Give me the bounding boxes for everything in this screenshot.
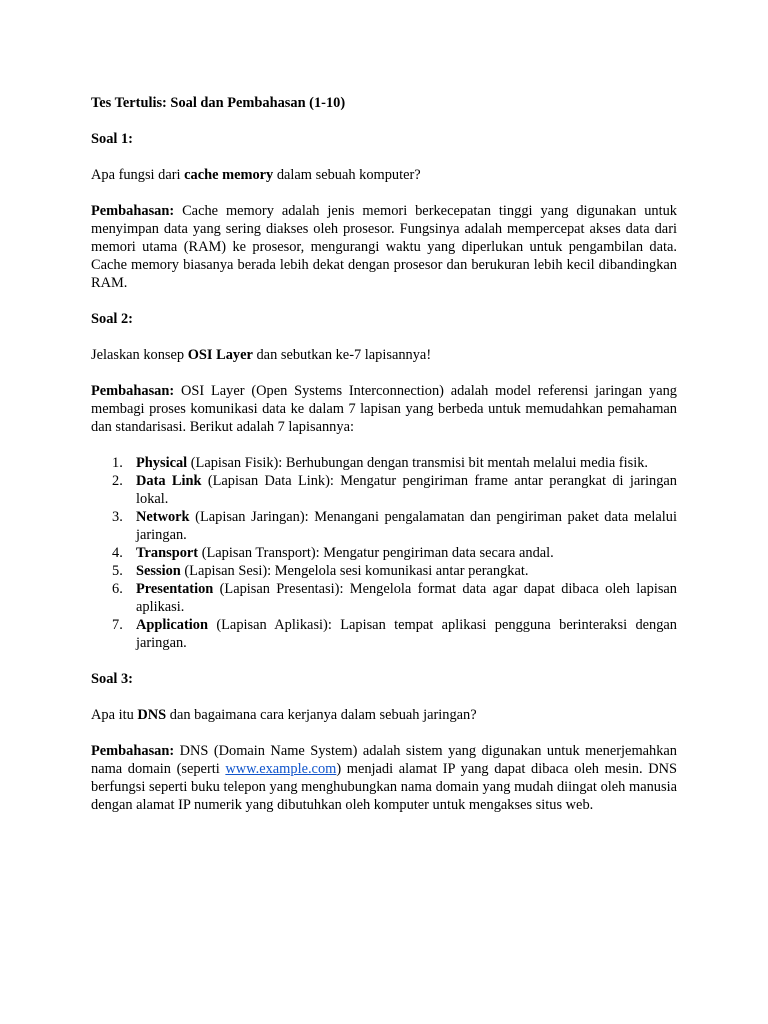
- question-2-heading: Soal 2:: [91, 311, 133, 327]
- list-item: 6. Presentation (Lapisan Presentasi): Mengelola format data agar dapat dibaca oleh lapisan aplikasi.: [112, 581, 677, 615]
- answer-3: Pembahasan: DNS (Domain Name System) adalah sistem yang digunakan untuk menerjemahkan nama domain (seperti www.example.com) menjadi alamat IP yang dapat dibaca oleh mesin. DNS berfungsi seperti buku telepon yang menghubungkan nama domain yang mudah diingat oleh manusia dengan alamat IP numerik yang dibutuhkan oleh komputer untuk mengakses situs web.: [91, 743, 677, 813]
- answer-2-text: OSI Layer (Open Systems Interconnection) adalah model referensi jaringan yang membagi proses komunikasi data ke dalam 7 lapisan yang berbeda untuk memudahkan pemahaman dan standarisasi. Berikut adalah 7 lapisannya:: [91, 383, 677, 435]
- list-item: 3. Network (Lapisan Jaringan): Menangani pengalamatan dan pengiriman paket data melalui jaringan.: [112, 509, 677, 543]
- answer-1-text: Cache memory adalah jenis memori berkecepatan tinggi yang digunakan untuk menyimpan data yang sering diakses oleh prosesor. Fungsinya adalah mempercepat akses data dari memori utama (RAM) ke prosesor, mengurangi waktu yang diperlukan untuk pengambilan data. Cache memory biasanya berada lebih dekat dengan prosesor dan berukuran lebih kecil dibandingkan RAM.: [91, 203, 677, 291]
- answer-1-label: Pembahasan:: [91, 203, 175, 219]
- osi-layer-list: [91, 454, 677, 652]
- question-1-text: Apa fungsi dari cache memory dalam sebuah komputer?: [91, 167, 421, 183]
- question-3-text: Apa itu DNS dan bagaimana cara kerjanya dalam sebuah jaringan?: [91, 707, 477, 723]
- list-item: 5. Session (Lapisan Sesi): Mengelola sesi komunikasi antar perangkat.: [112, 563, 529, 579]
- example-domain-link[interactable]: www.example.com: [225, 761, 337, 777]
- document-title: Tes Tertulis: Soal dan Pembahasan (1-10): [91, 95, 346, 111]
- question-3-heading: Soal 3:: [91, 671, 133, 687]
- document-page: [91, 94, 677, 832]
- answer-2-label: Pembahasan:: [91, 383, 175, 399]
- list-item: 2. Data Link (Lapisan Data Link): Mengatur pengiriman frame antar perangkat di jaringan lokal.: [112, 473, 677, 507]
- question-2-text: Jelaskan konsep OSI Layer dan sebutkan ke-7 lapisannya!: [91, 347, 432, 363]
- list-item: 1. Physical (Lapisan Fisik): Berhubungan dengan transmisi bit mentah melalui media fisik.: [112, 455, 648, 471]
- answer-3-label: Pembahasan:: [91, 743, 175, 759]
- list-item: 7. Application (Lapisan Aplikasi): Lapisan tempat aplikasi pengguna berinteraksi dengan jaringan.: [112, 617, 677, 651]
- list-item: 4. Transport (Lapisan Transport): Mengatur pengiriman data secara andal.: [112, 545, 554, 561]
- answer-1: [91, 202, 677, 292]
- question-1-heading: Soal 1:: [91, 131, 133, 147]
- answer-2: [91, 382, 677, 436]
